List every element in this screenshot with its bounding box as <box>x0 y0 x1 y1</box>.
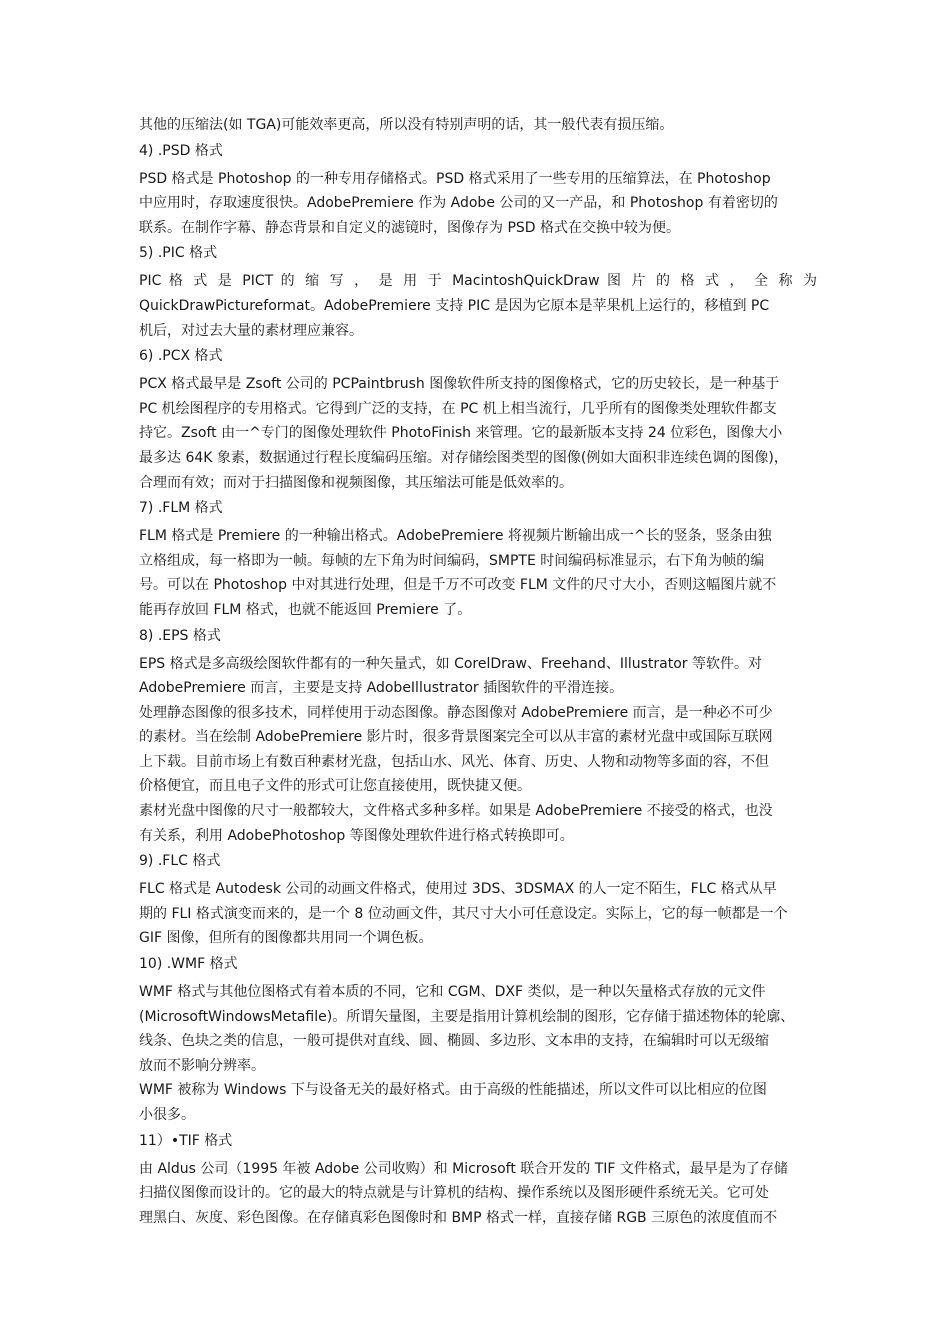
paragraph-line: WMF 被称为 Windows 下与设备无关的最好格式。由于高级的性能描述，所以文件可以比相应的位图 <box>139 1082 767 1099</box>
paragraph-line: WMF 格式与其他位图格式有着本质的不同，它和 CGM、DXF 类似，是一种以矢量格式存放的元文件 <box>139 984 766 1001</box>
paragraph-line: 处理静态图像的很多技术，同样使用于动态图像。静态图像对 AdobePremiere 而言，是一种必不可少 <box>139 704 773 721</box>
paragraph-line: PC 机绘图程序的专用格式。它得到广泛的支持，在 PC 机上相当流行，几乎所有的图像类处理软件都支 <box>139 400 777 417</box>
paragraph-line: 素材光盘中图像的尺寸一般都较大，文件格式多种多样。如果是 AdobePremiere 不接受的格式，也没 <box>139 803 773 820</box>
paragraph-line: 中应用时，存取速度很快。AdobePremiere 作为 Adobe 公司的又一产品，和 Photoshop 有着密切的 <box>139 195 778 212</box>
section-heading-flm: 7) .FLM 格式 <box>139 500 223 517</box>
paragraph-line: 合理而有效；而对于扫描图像和视频图像，其压缩法可能是低效率的。 <box>139 474 573 491</box>
paragraph-line: 的素材。当在绘制 AdobePremiere 影片时，很多背景图案完全可以从丰富的素材光盘中或国际互联网 <box>139 729 773 746</box>
paragraph-line: 能再存放回 FLM 格式，也就不能返回 Premiere 了。 <box>139 601 472 618</box>
paragraph-line: FLC 格式是 Autodesk 公司的动画文件格式，使用过 3DS、3DSMAX 的人一定不陌生，FLC 格式从早 <box>139 881 777 898</box>
paragraph-line: PCX 格式最早是 Zsoft 公司的 PCPaintbrush 图像软件所支持的图像格式，它的历史较长，是一种基于 <box>139 376 780 393</box>
paragraph-line: 由 Aldus 公司（1995 年被 Adobe 公司收购）和 Microsoft 联合开发的 TIF 文件格式，最早是为了存储 <box>139 1160 788 1177</box>
paragraph-line: PIC 格 式 是 PICT 的 缩 写 ， 是 用 于 MacintoshQuickDraw 图 片 的 格 式 ， 全 称 为 <box>139 273 817 290</box>
paragraph-line: 最多达 64K 象素，数据通过行程长度编码压缩。对存储绘图类型的图像(例如大面积非连续色调的图像)， <box>139 449 788 466</box>
paragraph-line: 放而不影响分辨率。 <box>139 1057 265 1074</box>
paragraph-line: 上下载。目前市场上有数百种素材光盘，包括山水、风光、体育、历史、人物和动物等多面的容，不但 <box>139 753 769 770</box>
paragraph-line: 扫描仪图像而设计的。它的最大的特点就是与计算机的结构、操作系统以及图形硬件系统无关。它可处 <box>139 1185 769 1202</box>
paragraph-line: 有关系，利用 AdobePhotoshop 等图像处理软件进行格式转换即可。 <box>139 827 574 844</box>
paragraph-line: 其他的压缩法(如 TGA)可能效率更高，所以没有特别声明的话，其一般代表有损压缩。 <box>139 117 674 133</box>
paragraph-line: (MicrosoftWindowsMetafile)。所谓矢量图，主要是指用计算机绘制的图形，它存储于描述物体的轮廓、 <box>139 1008 795 1025</box>
paragraph-line: 号。可以在 Photoshop 中对其进行处理，但是千万不可改变 FLM 文件的尺寸大小，否则这幅图片就不 <box>139 577 777 594</box>
paragraph-line: QuickDrawPictureformat。AdobePremiere 支持 PIC 是因为它原本是苹果机上运行的，移植到 PC <box>139 297 770 314</box>
section-heading-eps: 8) .EPS 格式 <box>139 627 221 644</box>
section-heading-psd: 4) .PSD 格式 <box>139 142 223 159</box>
section-heading-tif: 11）•TIF 格式 <box>139 1132 233 1149</box>
paragraph-line: 线条、色块之类的信息，一般可提供对直线、圆、椭圆、多边形、文本串的支持，在编辑时可以无级缩 <box>139 1033 769 1050</box>
document-page <box>139 113 817 1230</box>
paragraph-line: 期的 FLI 格式演变而来的，是一个 8 位动画文件，其尺寸大小可任意设定。实际上，它的每一帧都是一个 <box>139 905 788 922</box>
paragraph-line: 持它。Zsoft 由一^专门的图像处理软件 PhotoFinish 来管理。它的最新版本支持 24 位彩色，图像大小 <box>139 425 783 442</box>
paragraph-line: PSD 格式是 Photoshop 的一种专用存储格式。PSD 格式采用了一些专用的压缩算法，在 Photoshop <box>139 170 771 187</box>
paragraph-line: 小很多。 <box>139 1107 195 1123</box>
paragraph-line: 联系。在制作字幕、静态背景和自定义的滤镜时，图像存为 PSD 格式在交换中较为便。 <box>139 219 681 236</box>
section-heading-wmf: 10) .WMF 格式 <box>139 956 238 973</box>
paragraph-line: 机后，对过去大量的素材理应兼容。 <box>139 322 363 339</box>
paragraph-line: EPS 格式是多高级绘图软件都有的一种矢量式，如 CorelDraw、Freehand、Illustrator 等软件。对 <box>139 655 763 672</box>
section-heading-pcx: 6) .PCX 格式 <box>139 348 223 365</box>
paragraph-line: 立格组成，每一格即为一帧。每帧的左下角为时间编码，SMPTE 时间编码标准显示，右下角为帧的编 <box>139 552 765 569</box>
paragraph-line: AdobePremiere 而言，主要是支持 AdobeIllustrator 插图软件的平滑连接。 <box>139 680 624 697</box>
paragraph-line: GIF 图像，但所有的图像都共用同一个调色板。 <box>139 930 433 947</box>
section-heading-flc: 9) .FLC 格式 <box>139 853 221 870</box>
section-heading-pic: 5) .PIC 格式 <box>139 245 218 262</box>
paragraph-line: 价格便宜，而且电子文件的形式可让您直接使用，既快捷又便。 <box>139 778 531 795</box>
paragraph-line: 理黑白、灰度、彩色图像。在存储真彩色图像时和 BMP 格式一样，直接存储 RGB 三原色的浓度值而不 <box>139 1209 778 1226</box>
paragraph-line: FLM 格式是 Premiere 的一种输出格式。AdobePremiere 将视频片断输出成一^长的竖条，竖条由独 <box>139 528 772 545</box>
